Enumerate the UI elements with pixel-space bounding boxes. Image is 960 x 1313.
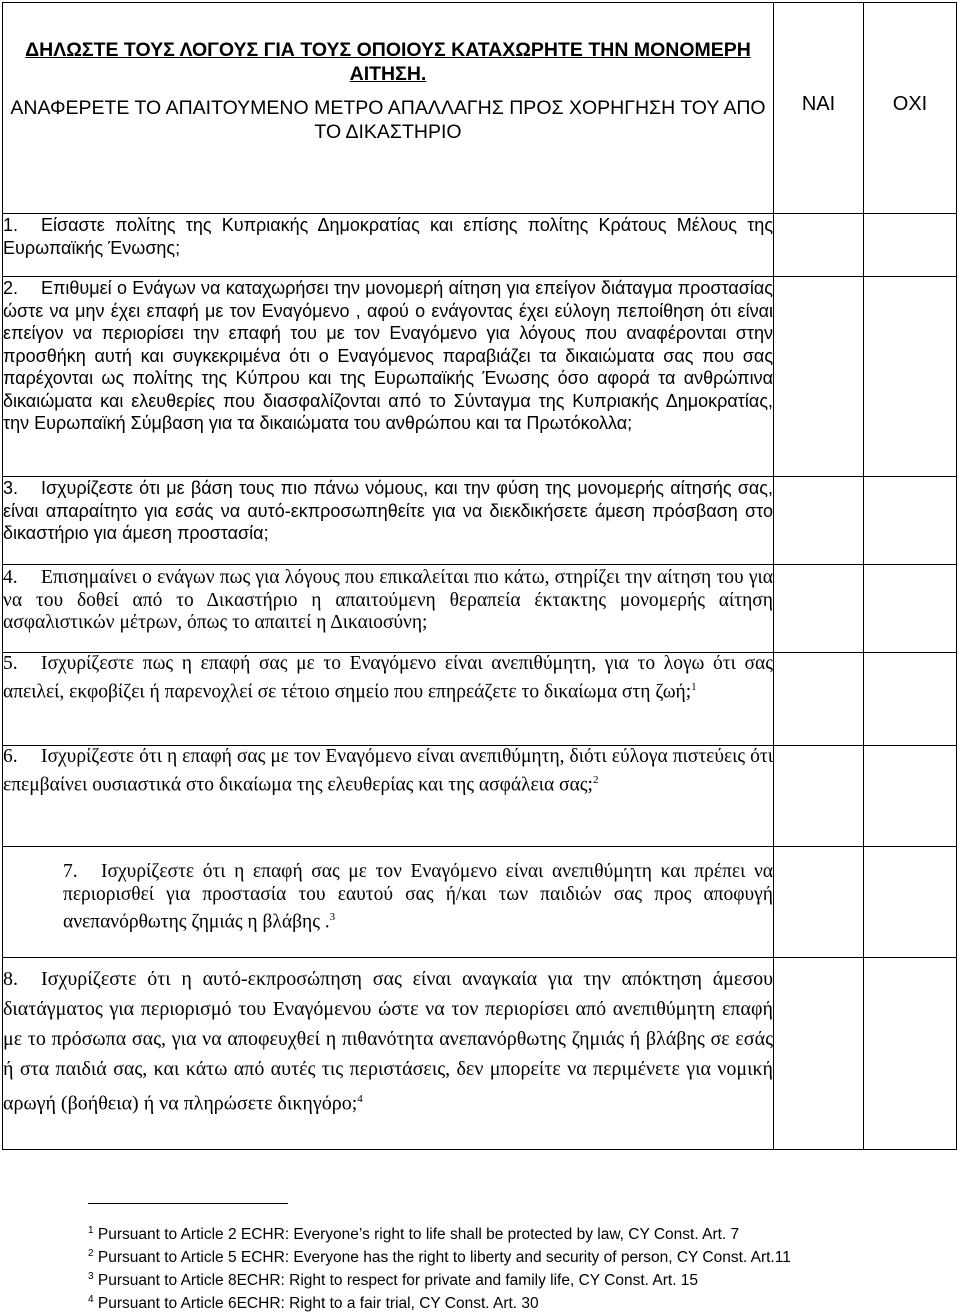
footnote-ref-1[interactable]: 1 [691,680,697,693]
question-4-yes-cell[interactable] [774,565,864,653]
question-6-yes-cell[interactable] [774,746,864,847]
footnote-ref-2[interactable]: 2 [592,773,599,786]
question-1: 1. Είσαστε πολίτης της Κυπριακής Δημοκρατίας και επίσης πολίτης Κράτους Μέλους της Ευρωπαϊκής Ένωσης; [3,214,774,277]
footnote-ref-4[interactable]: 4 [357,1093,363,1105]
no-column-header: ΟΧΙ [864,3,957,214]
question-row-5 [3,653,957,746]
question-row-4 [3,565,957,653]
question-row-1 [3,214,957,277]
footnote-1: $^1$ Pursuant to Article 2 ECHR: Everyone’s right to life shall be protected by law, CY Const. Art. 7 [88,1225,740,1244]
yes-column-header: ΝΑΙ [774,3,864,214]
header-row [3,3,957,214]
question-row-6 [3,746,957,847]
question-3-yes-cell[interactable] [774,477,864,565]
question-6-no-cell[interactable] [864,746,957,847]
question-2-yes-cell[interactable] [774,277,864,477]
question-2: 2. Επιθυμεί ο Ενάγων να καταχωρήσει την μονομερή αίτηση για επείγον διάταγμα προστασίας ώστε να μην έχει επαφή με τον Εναγόμενο , αφού ο ενάγοντας έχει εύλογη πεποίθηση ότι είναι επείγον να περιορίσει την επαφή του με τον Εναγόμενο για λόγους που αναφέρονται στην προσθήκη αυτή και συγκεκριμένα ότι ο Εναγόμενος παραβιάζει τα δικαιώματα σας που σας παρέχονται ως πολίτης της Κύπρου και της Ευρωπαϊκής Ένωσης όσο αφορά τα ανθρώπινα δικαιώματα και ελευθερίες που διασφαλίζονται από το Σύνταγμα της Κυπριακής Δημοκρατίας, την Ευρωπαϊκή Σύμβαση για τα δικαιώματα του ανθρώπου και τα Πρωτόκολλα; [3,277,774,477]
question-7-no-cell[interactable] [864,847,957,958]
question-5-no-cell[interactable] [864,653,957,746]
question-7: 7. Ισχυρίζεστε ότι η επαφή σας με τον Εναγόμενο είναι ανεπιθύμητη και πρέπει να περιορισθεί για προστασία του εαυτού σας ή/και των παιδιών σας προς αποφυγή ανεπανόρθωτης ζημιάς η βλάβης .$^3$ [3,847,774,958]
header-instruction-2: ΑΝΑΦΕΡΕΤΕ ΤΟ ΑΠΑΙΤΟΥΜΕΝΟ ΜΕΤΡΟ ΑΠΑΛΛΑΓΗΣ ΠΡΟΣ ΧΟΡΗΓΗΣΗ ΤΟΥ ΑΠΟ ΤΟ ΔΙΚΑΣΤΗΡΙΟ [10,97,766,143]
question-3-no-cell[interactable] [864,477,957,565]
footnote-ref-3[interactable]: 3 [329,911,336,923]
question-5: 5. Ισχυρίζεστε πως η επαφή σας με το Εναγόμενο είναι ανεπιθύμητη, για το λογω ότι σας απειλεί, εκφοβίζει ή παρενοχλεί σε τέτοιο σημείο που επηρεάζετε το δικαίωμα στη ζωή;$^1$ [3,653,774,746]
question-1-yes-cell[interactable] [774,214,864,277]
question-2-no-cell[interactable] [864,277,957,477]
question-8: 8. Ισχυρίζεστε ότι η αυτό-εκπροσώπηση σας είναι αναγκαία για την απόκτηση άμεσου διατάγματος για περιορισμό του Εναγόμενου ώστε να τον περιορίσει από ανεπιθύμητη επαφή με το πρόσωπα σας, για να αποφευχθεί η πιθανότητα ανεπανόρθωτης ζημιάς ή βλάβης σε εσάς ή στα παιδιά σας, και κάτω από αυτές τις περιστάσεις, δεν μπορείτε να περιμένετε για νομική αρωγή (βοήθεια) ή να πληρώσετε δικηγόρο;$^4$ [3,958,774,1150]
question-6: 6. Ισχυρίζεστε ότι η επαφή σας με τον Εναγόμενο είναι ανεπιθύμητη, διότι εύλογα πιστεύεις ότι επεμβαίνει ουσιαστικά στο δικαίωμα της ελευθερίας και της ασφάλεια σας;$^2$ [3,746,774,847]
footnote-separator [88,1203,288,1204]
question-1-no-cell[interactable] [864,214,957,277]
question-row-3 [3,477,957,565]
header-title-cell [3,3,774,214]
question-8-no-cell[interactable] [864,958,957,1150]
footnote-3: $^3$ Pursuant to Article 8ECHR: Right to respect for private and family life, CY Const. Art. 15 [88,1271,699,1290]
footnote-4: $^4$ Pursuant to Article 6ECHR: Right to a fair trial, CY Const. Art. 30 [88,1294,539,1313]
question-row-2 [3,277,957,477]
question-5-yes-cell[interactable] [774,653,864,746]
header-instruction-1: ΔΗΛΩΣΤΕ ΤΟΥΣ ΛΟΓΟΥΣ ΓΙΑ ΤΟΥΣ ΟΠΟΙΟΥΣ ΚΑΤΑΧΩΡΗΤΕ ΤΗΝ ΜΟΝΟΜΕΡΗ ΑΙΤΗΣΗ. [25,39,751,85]
footnote-2: $^2$ Pursuant to Article 5 ECHR: Everyone has the right to liberty and security of person, CY Const. Art.11 [88,1248,791,1267]
question-4: 4. Επισημαίνει ο ενάγων πως για λόγους που επικαλείται πιο κάτω, στηρίζει την αίτηση του για να του δοθεί από το Δικαστήριο η απαιτούμενη θεραπεία έκτακτης μονομερής αίτηση ασφαλιστικών μέτρων, όπως το απαιτεί η Δικαιοσύνη; [3,565,774,653]
question-row-7 [3,847,957,958]
question-4-no-cell[interactable] [864,565,957,653]
questionnaire-table [2,2,957,1150]
question-row-8 [3,958,957,1150]
question-3: 3. Ισχυρίζεστε ότι με βάση τους πιο πάνω νόμους, και την φύση της μονομερής αίτησής σας, είναι απαραίτητο για εσάς να αυτό-εκπροσωπηθείτε για να διεκδικήσετε άμεση πρόσβαση στο δικαστήριο για άμεση προστασία; [3,477,774,565]
question-8-yes-cell[interactable] [774,958,864,1150]
question-7-yes-cell[interactable] [774,847,864,958]
